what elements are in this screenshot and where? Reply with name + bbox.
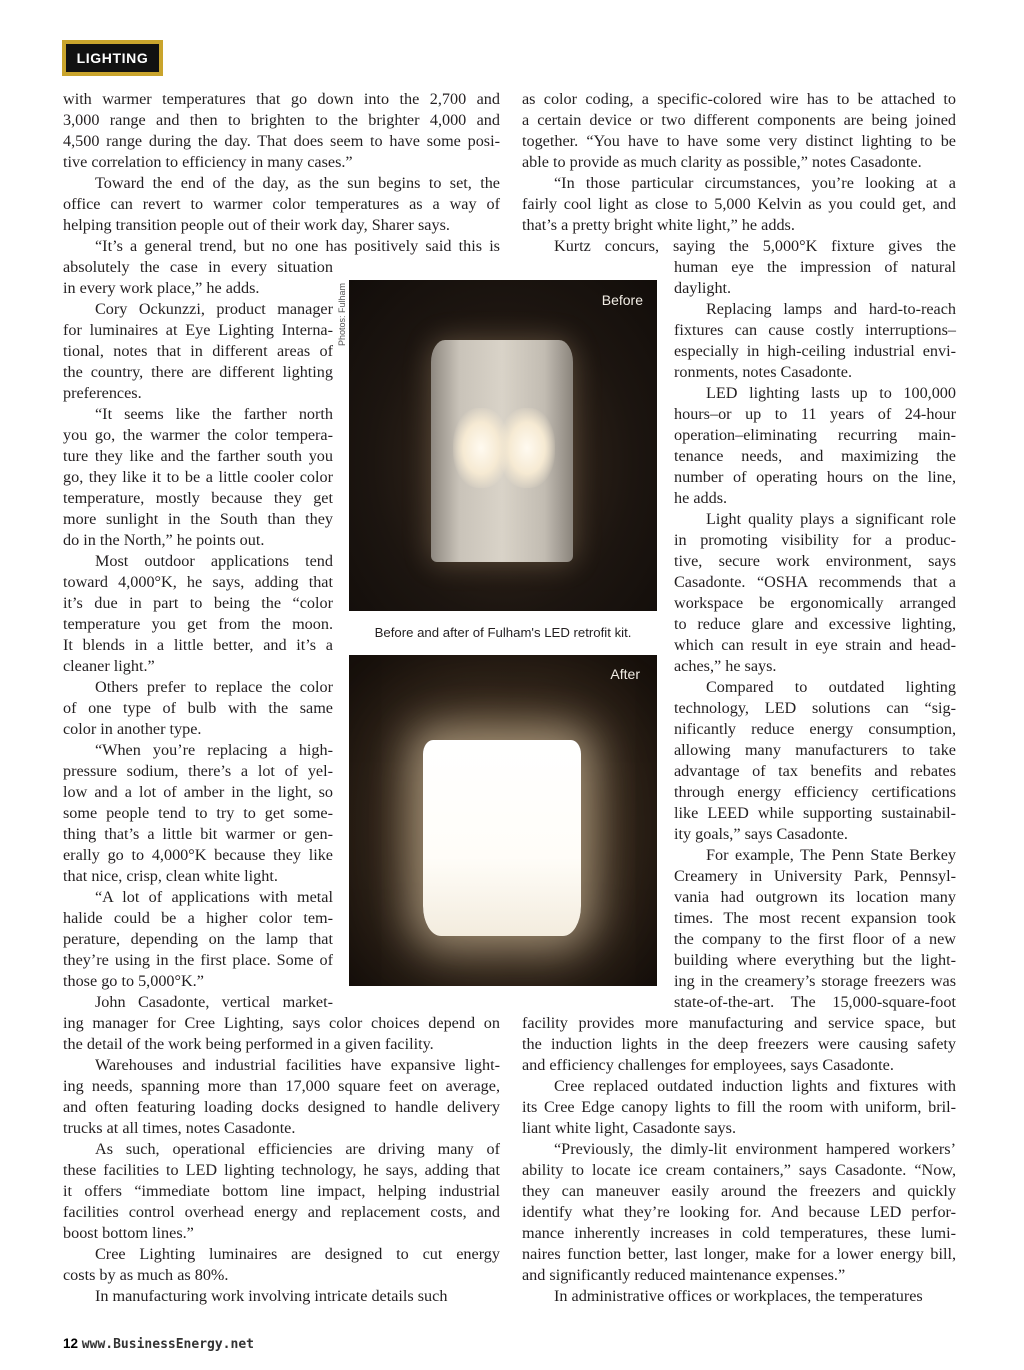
text-line: Warehouses and industrial facilities have expansive light- xyxy=(95,1056,500,1074)
text-line: toward 4,000°K, he says, adding that xyxy=(63,573,333,591)
text-line: in promoting visibility for a produc- xyxy=(674,531,956,549)
text-line: aches,” he says. xyxy=(674,657,777,675)
text-line: like LEED while supporting sustainabil- xyxy=(674,804,956,822)
text-line: he adds. xyxy=(674,489,728,507)
text-line: building where everything but the light- xyxy=(674,951,956,969)
text-line: fairly cool light as close to 5,000 Kelvin as you could get, and xyxy=(522,195,956,213)
text-line: cleaner light.” xyxy=(63,657,155,675)
text-line: nificantly reduce energy consumption, xyxy=(674,720,956,738)
text-line: and significantly reduced maintenance expenses.” xyxy=(522,1266,846,1284)
text-line: human eye the impression of natural xyxy=(674,258,956,276)
text-line: go, they like it to be a little cooler color xyxy=(63,468,333,486)
text-line: and efficiency challenges for employees, says Casadonte. xyxy=(522,1056,894,1074)
text-line: ing manager for Cree Lighting, says color choices depend on xyxy=(63,1014,500,1032)
page-footer xyxy=(63,1336,254,1352)
text-line: the induction lights in the deep freezers were causing safety xyxy=(522,1035,956,1053)
text-line: It blends in a little better, and it’s a xyxy=(63,636,333,654)
photo-before xyxy=(349,280,657,611)
text-line: daylight. xyxy=(674,279,732,297)
text-line: Others prefer to replace the color xyxy=(95,678,333,696)
page-number: 12 xyxy=(63,1336,79,1351)
text-line: ing needs, spanning more than 17,000 square feet on average, xyxy=(63,1077,500,1095)
text-line: more sunlight in the South than they xyxy=(63,510,333,528)
text-line: in every work place,” he adds. xyxy=(63,279,260,297)
text-line: “When you’re replacing a high- xyxy=(95,741,333,759)
column-right-narrow xyxy=(674,257,956,1013)
text-line: In manufacturing work involving intricate details such xyxy=(95,1287,448,1305)
wall-sconce-before xyxy=(431,340,573,562)
text-line: the detail of the work being performed in a given facility. xyxy=(63,1035,434,1053)
text-line: office can revert to warmer color temperatures as a way of xyxy=(63,195,500,213)
text-line: Compared to outdated lighting xyxy=(706,678,956,696)
text-line: For example, The Penn State Berkey xyxy=(706,846,956,864)
text-line: as color coding, a specific-colored wire has to be attached to xyxy=(522,90,956,108)
text-line: LED lighting lasts up to 100,000 xyxy=(706,384,956,402)
text-line: Creamery in University Park, Pennsyl- xyxy=(674,867,956,885)
text-line: trucks at all times, notes Casadonte. xyxy=(63,1119,296,1137)
text-line: identify what they’re looking for. And because LED perfor- xyxy=(522,1203,956,1221)
text-line: low and a lot of amber in the light, so xyxy=(63,783,333,801)
text-line: you go, the warmer the color tempera- xyxy=(63,426,333,444)
text-line: ity goals,” says Casadonte. xyxy=(674,825,848,843)
text-line: temperature, mostly because they get xyxy=(63,489,333,507)
text-line: the country, there are different lighting xyxy=(63,363,333,381)
text-line: those go to 5,000°K.” xyxy=(63,972,204,990)
text-line: facility provides more manufacturing and service space, but xyxy=(522,1014,956,1032)
text-line: “A lot of applications with metal xyxy=(95,888,333,906)
text-line: technology, LED solutions can “sig- xyxy=(674,699,956,717)
text-line: do in the North,” he points out. xyxy=(63,531,265,549)
text-line: halide could be a higher color tem- xyxy=(63,909,333,927)
text-line: Light quality plays a significant role xyxy=(706,510,956,528)
text-line: with warmer temperatures that go down into the 2,700 and xyxy=(63,90,500,108)
text-line: Replacing lamps and hard-to-reach xyxy=(706,300,956,318)
text-line: boost bottom lines.” xyxy=(63,1224,194,1242)
text-line: naires function better, last longer, make for a lower energy bill, xyxy=(522,1245,956,1263)
text-line: these facilities to LED lighting technology, he says, adding that xyxy=(63,1161,500,1179)
text-line: pressure sodium, there’s a lot of yel- xyxy=(63,762,333,780)
column-left-top xyxy=(63,89,500,257)
text-line: color in another type. xyxy=(63,720,202,738)
text-line: preferences. xyxy=(63,384,142,402)
text-line: facilities control overhead energy and replacement costs, and xyxy=(63,1203,500,1221)
text-line: the company to the first floor of a new xyxy=(674,930,956,948)
section-tag xyxy=(62,40,163,76)
text-line: a certain device or two different components are being joined xyxy=(522,111,956,129)
photo-credit: Photos: Fulham xyxy=(337,282,347,346)
text-line: allowing many manufacturers to take xyxy=(674,741,956,759)
text-line: for luminaires at Eye Lighting Interna- xyxy=(63,321,333,339)
text-line: some people tend to try to get some- xyxy=(63,804,333,822)
text-line: ture they like and the farther south you xyxy=(63,447,333,465)
text-line: thing that’s a little bit warmer or gen- xyxy=(63,825,333,843)
text-line: workspace be ergonomically arranged xyxy=(674,594,956,612)
text-line: Toward the end of the day, as the sun begins to set, the xyxy=(95,174,500,192)
text-line: tive correlation to efficiency in many cases.” xyxy=(63,153,353,171)
text-line: absolutely the case in every situation xyxy=(63,258,333,276)
text-line: that nice, crisp, clean white light. xyxy=(63,867,278,885)
text-line: and often featuring loading docks designed to handle delivery xyxy=(63,1098,500,1116)
wall-sconce-after xyxy=(423,740,581,936)
text-line: advantage of tax benefits and rebates xyxy=(674,762,956,780)
photo-caption: Before and after of Fulham's LED retrofit kit. xyxy=(374,625,632,640)
text-line: vania had outgrown its location many xyxy=(674,888,956,906)
after-label: After xyxy=(610,666,640,682)
text-line: Most outdoor applications tend xyxy=(95,552,333,570)
text-line: mance inherently increases in cold temperatures, these lumi- xyxy=(522,1224,956,1242)
text-line: through energy efficiency certifications xyxy=(674,783,956,801)
text-line: fixtures can cause costly interruptions– xyxy=(674,321,956,339)
text-line: tenance needs, and maximizing the xyxy=(674,447,956,465)
text-line: Cree replaced outdated induction lights and fixtures with xyxy=(554,1077,956,1095)
text-line: costs by as much as 80%. xyxy=(63,1266,229,1284)
text-line: temperature you get from the moon. xyxy=(63,615,333,633)
text-line: As such, operational efficiencies are driving many of xyxy=(95,1140,500,1158)
text-line: together. “You have to have some very distinct lighting to be xyxy=(522,132,956,150)
section-tag-label: LIGHTING xyxy=(66,44,159,72)
text-line: times. The most recent expansion took xyxy=(674,909,956,927)
text-line: which can result in eye strain and head- xyxy=(674,636,956,654)
text-line: Casadonte. “OSHA recommends that a xyxy=(674,573,956,591)
text-line: Cree Lighting luminaires are designed to cut energy xyxy=(95,1245,500,1263)
column-right-top xyxy=(522,89,956,257)
text-line: 3,000 range and then to brighten to the brighter 4,000 and xyxy=(63,111,500,129)
column-right-bottom xyxy=(522,1013,956,1307)
text-line: it offers “immediate bottom line impact, helping industrial xyxy=(63,1182,500,1200)
text-line: especially in high-ceiling industrial envi- xyxy=(674,342,956,360)
text-line: “Previously, the dimly-lit environment hampered workers’ xyxy=(554,1140,956,1158)
text-line: state-of-the-art. The 15,000-square-foot xyxy=(674,993,956,1011)
photo-after xyxy=(349,655,657,986)
text-line: that’s a pretty bright white light,” he adds. xyxy=(522,216,795,234)
text-line: “It seems like the farther north xyxy=(95,405,333,423)
text-line: its Cree Edge canopy lights to fill the room with uniform, bril- xyxy=(522,1098,956,1116)
text-line: liant white light, Casadonte says. xyxy=(522,1119,737,1137)
before-label: Before xyxy=(601,292,643,308)
bulb-glow-right xyxy=(499,408,555,488)
text-line: tive, secure work environment, says xyxy=(674,552,956,570)
text-line: ronments, notes Casadonte. xyxy=(674,363,853,381)
footer-site: www.BusinessEnergy.net xyxy=(81,1337,254,1352)
text-line: they can maneuver easily around the freezers and quickly xyxy=(522,1182,956,1200)
text-line: “It’s a general trend, but no one has positively said this is xyxy=(95,237,500,255)
text-line: Kurtz concurs, saying the 5,000°K fixture gives the xyxy=(554,237,956,255)
column-left-bottom xyxy=(63,1013,500,1307)
text-line: they’re using in the first place. Some of xyxy=(63,951,333,969)
text-line: ability to locate ice cream containers,” says Casadonte. “Now, xyxy=(522,1161,956,1179)
text-line: 4,500 range during the day. That does seem to have some posi- xyxy=(63,132,500,150)
text-line: erally go to 4,000°K because they like xyxy=(63,846,333,864)
text-line: tional, notes that in different areas of xyxy=(63,342,333,360)
text-line: “In those particular circumstances, you’re looking at a xyxy=(554,174,956,192)
text-line: helping transition people out of their work day, Sharer says. xyxy=(63,216,450,234)
text-line: Cory Ockunzzi, product manager xyxy=(95,300,333,318)
text-line: to reduce glare and excessive lighting, xyxy=(674,615,956,633)
text-line: John Casadonte, vertical market- xyxy=(95,993,333,1011)
text-line: operation–eliminating recurring main- xyxy=(674,426,956,444)
text-line: able to provide as much clarity as possible,” notes Casadonte. xyxy=(522,153,922,171)
text-line: it’s due in part to being the “color xyxy=(63,594,333,612)
text-line: hours–or up to 11 years of 24-hour xyxy=(674,405,956,423)
text-line: number of operating hours on the line, xyxy=(674,468,956,486)
text-line: of one type of bulb with the same xyxy=(63,699,333,717)
text-line: In administrative offices or workplaces, the temperatures xyxy=(554,1287,923,1305)
text-line: perature, depending on the lamp that xyxy=(63,930,333,948)
column-left-narrow xyxy=(63,257,333,1013)
text-line: ing in the creamery’s storage freezers was xyxy=(674,972,956,990)
